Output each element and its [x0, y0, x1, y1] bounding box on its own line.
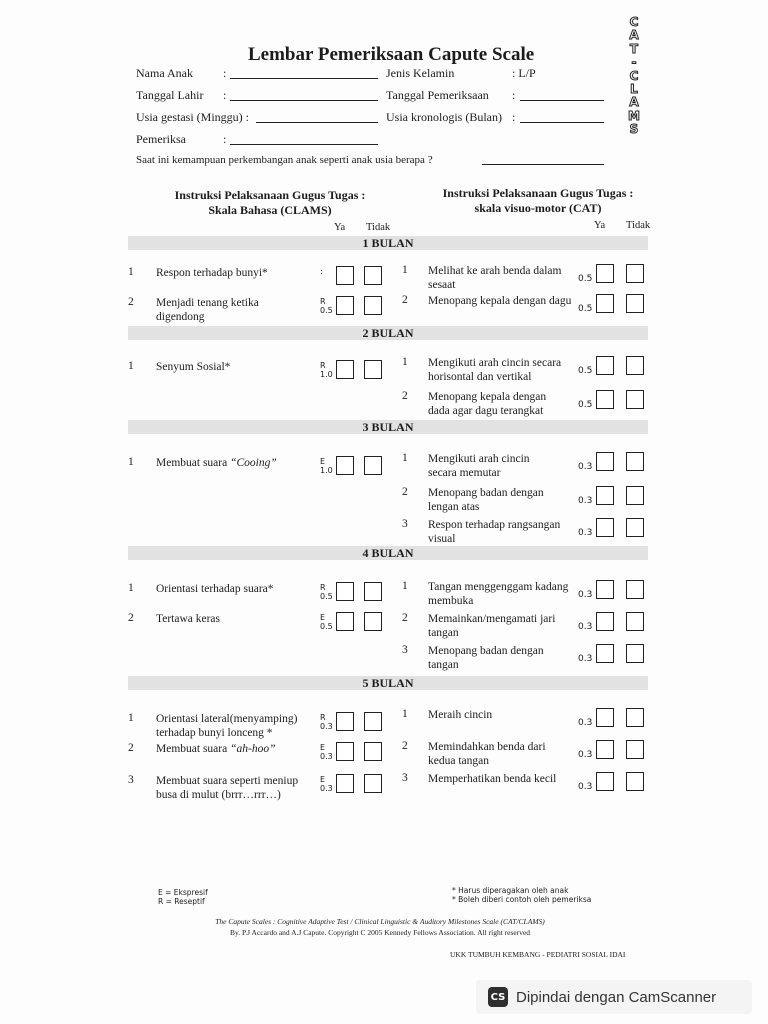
cat-item-text: Mengikuti arah cincin secara horisontal dan vertikal — [428, 357, 562, 383]
cat-item-score: 0.3 — [578, 718, 593, 728]
cat-item-text: Memindahkan benda dari kedua tangan — [428, 741, 546, 767]
cat-item-text: Menopang badan dengan tangan — [428, 645, 544, 671]
cat-item-score: 0.3 — [578, 528, 593, 538]
jenis-kelamin-value: : L/P — [512, 66, 536, 80]
clams-tidak-checkbox[interactable] — [364, 712, 382, 731]
camscanner-logo: CS — [488, 987, 508, 1007]
clams-ya-checkbox[interactable] — [336, 360, 354, 379]
cat-item-score: 0.3 — [578, 750, 593, 760]
citation-title: The Capute Scales : Cognitive Adaptive Test / Clinical Linguistic & Auditory Milestones Scale (CAT/CLAMS) — [215, 917, 545, 926]
clams-item-number: 1 — [128, 582, 134, 594]
clams-ya-checkbox[interactable] — [336, 774, 354, 793]
cat-ya-checkbox[interactable] — [596, 294, 614, 313]
cat-ya-checkbox[interactable] — [596, 580, 614, 599]
cat-item-number: 2 — [402, 294, 408, 306]
usia-question: Saat ini kemampuan perkembangan anak seperti anak usia berapa ? — [136, 154, 433, 166]
clams-scoring-marker: R 0.5 — [320, 297, 333, 315]
clams-item-number: 1 — [128, 360, 134, 372]
label-usia-gestasi: Usia gestasi (Minggu) : — [136, 110, 249, 124]
cat-item-number: 1 — [402, 580, 408, 592]
stamp-letter: S — [629, 122, 639, 137]
instruction-cat: Instruksi Pelaksanaan Gugus Tugas : skala visuo-motor (CAT) — [442, 186, 634, 215]
cat-item-text: Mengikuti arah cincin secara memutar — [428, 453, 530, 479]
clams-item-number: 1 — [128, 266, 134, 278]
cat-item-number: 1 — [402, 264, 408, 276]
cat-item-score: 0.3 — [578, 782, 593, 792]
clams-item-text: Senyum Sosial* — [156, 361, 231, 373]
clams-ya-checkbox[interactable] — [336, 742, 354, 761]
cat-item-text: Respon terhadap rangsangan visual — [428, 519, 561, 545]
clams-tidak-checkbox[interactable] — [364, 296, 382, 315]
cat-item-score: 0.5 — [578, 400, 593, 410]
label-tanggal-lahir: Tanggal Lahir — [136, 88, 204, 102]
cat-item-number: 2 — [402, 390, 408, 402]
camscanner-watermark — [476, 980, 752, 1014]
clams-tidak-checkbox[interactable] — [364, 582, 382, 601]
clams-scoring-marker: R 0.3 — [320, 713, 333, 731]
colon: : — [223, 88, 227, 102]
clams-scoring-marker: E 0.3 — [320, 775, 333, 793]
cat-tidak-header: Tidak — [626, 220, 651, 231]
cat-item-text: Menopang kepala dengan dada agar dagu terangkat — [428, 391, 547, 417]
cat-tidak-checkbox[interactable] — [626, 612, 644, 631]
clams-item-number: 2 — [128, 612, 134, 624]
cat-item-score: 0.5 — [578, 366, 593, 376]
cat-item-text: Melihat ke arah benda dalam sesaat — [428, 265, 562, 291]
cat-item-number: 1 — [402, 356, 408, 368]
clams-item-text: Tertawa keras — [156, 613, 221, 625]
clams-item-text: Respon terhadap bunyi* — [156, 267, 268, 279]
clams-item-text: Orientasi lateral(menyamping) terhadap bunyi lonceng * — [156, 713, 298, 739]
cat-item-score: 0.3 — [578, 496, 593, 506]
stamp-letter: L — [630, 82, 638, 97]
clams-item-number: 1 — [128, 712, 134, 724]
month-label: 3 BULAN — [362, 420, 414, 434]
cat-item-text: Memperhatikan benda kecil — [428, 773, 557, 785]
cat-tidak-checkbox[interactable] — [626, 452, 644, 471]
cat-tidak-checkbox[interactable] — [626, 644, 644, 663]
clams-ya-checkbox[interactable] — [336, 456, 354, 475]
stamp-letter: C — [629, 15, 639, 29]
clams-ya-checkbox[interactable] — [336, 712, 354, 731]
tanggal-lahir-field[interactable] — [230, 100, 378, 101]
cat-item-text: Tangan menggenggam kadang membuka — [428, 581, 569, 607]
instruction-clams: Instruksi Pelaksanaan Gugus Tugas : Skala Bahasa (CLAMS) — [174, 188, 366, 217]
usia-answer-field[interactable] — [482, 164, 604, 165]
cat-item-score: 0.3 — [578, 590, 593, 600]
cat-ya-checkbox[interactable] — [596, 356, 614, 375]
month-band — [128, 236, 648, 250]
cat-tidak-checkbox[interactable] — [626, 708, 644, 727]
cat-clams-stamp — [624, 16, 644, 137]
cat-tidak-checkbox[interactable] — [626, 356, 644, 375]
cat-ya-header: Ya — [594, 220, 606, 231]
cat-ya-checkbox[interactable] — [596, 264, 614, 283]
clams-tidak-checkbox[interactable] — [364, 456, 382, 475]
colon: : — [223, 66, 227, 80]
pemeriksa-field[interactable] — [230, 144, 378, 145]
cat-ya-checkbox[interactable] — [596, 740, 614, 759]
camscanner-text: Dipindai dengan CamScanner — [516, 988, 717, 1006]
clams-item-number: 2 — [128, 296, 134, 308]
month-band — [128, 420, 648, 434]
cat-item-number: 3 — [402, 772, 408, 784]
colon: : — [223, 132, 227, 146]
cat-ya-checkbox[interactable] — [596, 390, 614, 409]
cat-item-text: Memainkan/mengamati jari tangan — [428, 613, 556, 639]
stamp-letter: A — [629, 28, 639, 43]
month-band — [128, 546, 648, 560]
cat-tidak-checkbox[interactable] — [626, 486, 644, 505]
clams-tidak-checkbox[interactable] — [364, 612, 382, 631]
cat-item-text: Menopang badan dengan lengan atas — [428, 487, 544, 513]
clams-item-number: 2 — [128, 742, 134, 754]
cat-item-score: 0.3 — [578, 654, 593, 664]
label-pemeriksa: Pemeriksa — [136, 132, 186, 146]
cat-item-score: 0.5 — [578, 304, 593, 314]
month-label: 2 BULAN — [362, 326, 414, 340]
cat-ya-checkbox[interactable] — [596, 486, 614, 505]
cat-tidak-checkbox[interactable] — [626, 580, 644, 599]
notes: * Harus diperagakan oleh anak * Boleh diberi contoh oleh pemeriksa — [452, 886, 592, 904]
clams-tidak-checkbox[interactable] — [364, 266, 382, 285]
cat-item-number: 1 — [402, 708, 408, 720]
clams-tidak-checkbox[interactable] — [364, 360, 382, 379]
clams-scoring-marker: : — [320, 267, 323, 276]
cat-ya-checkbox[interactable] — [596, 708, 614, 727]
colon: : — [512, 110, 516, 124]
clams-ya-header: Ya — [334, 222, 346, 233]
cat-ya-checkbox[interactable] — [596, 518, 614, 537]
cat-item-number: 2 — [402, 612, 408, 624]
clams-ya-checkbox[interactable] — [336, 612, 354, 631]
cat-tidak-checkbox[interactable] — [626, 518, 644, 537]
stamp-letter: C — [629, 68, 639, 83]
cat-item-number: 3 — [402, 644, 408, 656]
cat-ya-checkbox[interactable] — [596, 452, 614, 471]
clams-scoring-marker: E 0.5 — [320, 613, 333, 631]
cat-ya-checkbox[interactable] — [596, 612, 614, 631]
clams-item-number: 1 — [128, 456, 134, 468]
cat-item-score: 0.3 — [578, 622, 593, 632]
citation-authors: By. P.J Accardo and A.J Capute. Copyright C 2005 Kennedy Fellows Association. All right reserved — [229, 928, 531, 937]
cat-tidak-checkbox[interactable] — [626, 264, 644, 283]
cat-item-number: 2 — [402, 740, 408, 752]
cat-item-number: 1 — [402, 452, 408, 464]
clams-ya-checkbox[interactable] — [336, 582, 354, 601]
cat-ya-checkbox[interactable] — [596, 644, 614, 663]
clams-scoring-marker: E 0.3 — [320, 743, 333, 761]
clams-item-text: Membuat suara seperti meniup busa di mulut (brrr…rrr…) — [156, 775, 299, 801]
clams-item-text: Membuat suara “Cooing” — [156, 457, 277, 469]
usia-gestasi-field[interactable] — [256, 122, 378, 123]
clams-item-text: Menjadi tenang ketika digendong — [156, 297, 259, 323]
clams-ya-checkbox[interactable] — [336, 266, 354, 285]
cat-item-text: Menopang kepala dengan dagu — [428, 295, 572, 307]
cat-tidak-checkbox[interactable] — [626, 390, 644, 409]
usia-kronologis-field[interactable] — [520, 122, 604, 123]
form-title: Lembar Pemeriksaan Capute Scale — [248, 44, 535, 65]
nama-anak-field[interactable] — [230, 78, 378, 79]
month-label: 1 BULAN — [362, 236, 414, 250]
org-label: UKK TUMBUH KEMBANG - PEDIATRI SOSIAL IDAI — [450, 950, 626, 959]
clams-tidak-checkbox[interactable] — [364, 774, 382, 793]
clams-item-text: Orientasi terhadap suara* — [156, 583, 274, 595]
month-band — [128, 676, 648, 690]
cat-item-score: 0.5 — [578, 274, 593, 284]
label-tanggal-pemeriksaan: Tanggal Pemeriksaan — [386, 88, 489, 102]
cat-item-text: Meraih cincin — [428, 709, 493, 721]
label-nama-anak: Nama Anak — [136, 66, 193, 80]
cat-item-number: 2 — [402, 486, 408, 498]
stamp-letter: T — [629, 41, 639, 56]
cat-item-number: 3 — [402, 518, 408, 530]
stamp-letter: A — [629, 95, 639, 110]
colon: : — [512, 88, 516, 102]
stamp-letter: M — [628, 108, 640, 123]
tanggal-pemeriksaan-field[interactable] — [520, 100, 604, 101]
clams-scoring-marker: E 1.0 — [320, 457, 333, 475]
stamp-letter: - — [631, 55, 637, 70]
month-label: 4 BULAN — [362, 546, 414, 560]
cat-tidak-checkbox[interactable] — [626, 772, 644, 791]
cat-item-score: 0.3 — [578, 462, 593, 472]
clams-scoring-marker: R 0.5 — [320, 583, 333, 601]
clams-tidak-checkbox[interactable] — [364, 742, 382, 761]
cat-tidak-checkbox[interactable] — [626, 740, 644, 759]
cat-ya-checkbox[interactable] — [596, 772, 614, 791]
label-jenis-kelamin: Jenis Kelamin — [386, 66, 455, 80]
cat-tidak-checkbox[interactable] — [626, 294, 644, 313]
clams-scoring-marker: R 1.0 — [320, 361, 333, 379]
clams-ya-checkbox[interactable] — [336, 296, 354, 315]
clams-item-number: 3 — [128, 774, 134, 786]
legend: E = Ekspresif R = Reseptif — [158, 888, 208, 906]
clams-item-text: Membuat suara “ah-hoo” — [156, 743, 276, 755]
month-band — [128, 326, 648, 340]
label-usia-kronologis: Usia kronologis (Bulan) — [386, 110, 502, 124]
clams-tidak-header: Tidak — [366, 222, 391, 233]
citation — [150, 916, 610, 938]
month-label: 5 BULAN — [362, 676, 414, 690]
